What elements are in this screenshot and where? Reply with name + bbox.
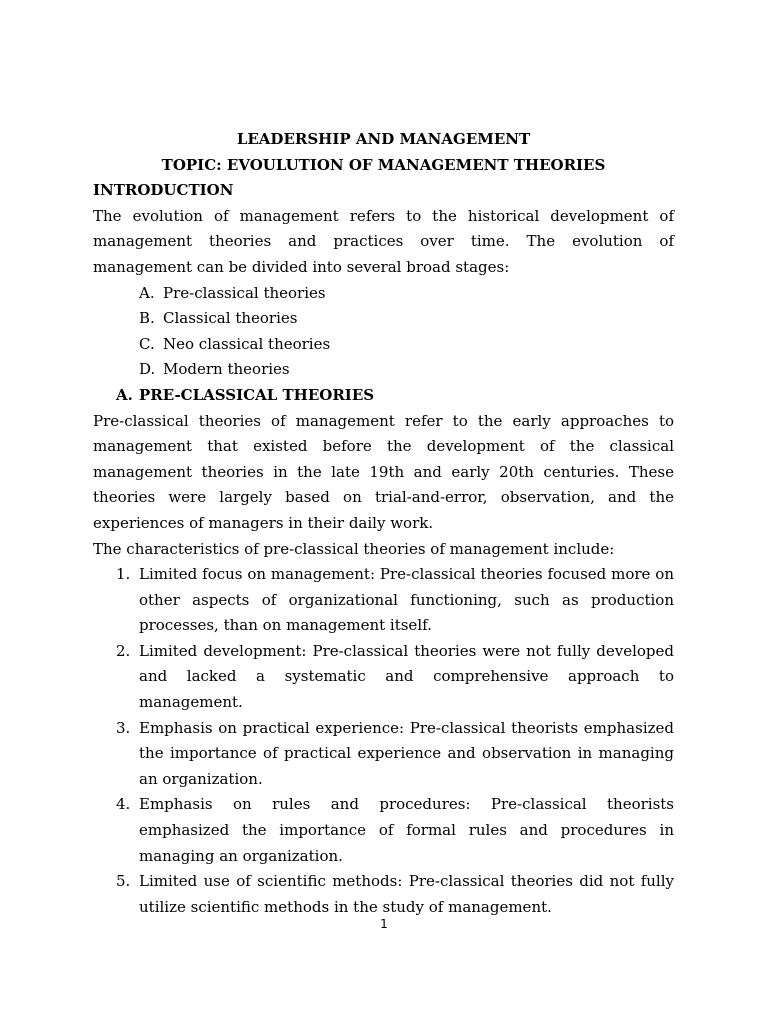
list-item-text: Emphasis on practical experience: Pre-classical theorists emphasized the importance of practical experience and observation in managing an organization. [139,718,674,788]
document-topic: TOPIC: EVOULUTION OF MANAGEMENT THEORIES [161,155,606,174]
characteristics-intro: The characteristics of pre-classical theories of management include: [93,539,615,558]
list-marker: D. [139,360,156,379]
list-item [93,639,674,716]
list-marker: A. [139,283,155,302]
document-title: LEADERSHIP AND MANAGEMENT [236,130,531,148]
stages-list [93,281,674,383]
section-heading [93,383,674,409]
list-item [93,357,674,383]
list-item [93,306,674,332]
list-item-text: Emphasis on rules and procedures: Pre-classical theorists emphasized the importance of formal rules and procedures in managing an organization. [139,795,674,865]
intro-paragraph: The evolution of management refers to the historical development of management theories and practices over time. The evolution of management can be divided into several broad stages: [93,206,674,276]
list-item-text: Neo classical theories [163,334,331,353]
list-item-text: Pre-classical theories [163,283,326,302]
section-marker: A. [116,385,133,404]
list-item [93,716,674,793]
list-item-text: Limited development: Pre-classical theories were not fully developed and lacked a systematic and comprehensive approach to management. [139,641,674,712]
list-marker: B. [139,309,155,328]
list-marker: 5. [116,872,131,891]
list-item [93,869,674,920]
list-marker: 1. [116,565,131,584]
section-heading-text: PRE-CLASSICAL THEORIES [139,385,375,404]
page-number: 1 [380,917,388,931]
list-item [93,332,674,358]
list-item [93,281,674,307]
list-item-text: Classical theories [163,309,298,328]
list-marker: C. [139,334,155,353]
list-item-text: Limited use of scientific methods: Pre-classical theories did not fully utilize scientific methods in the study of management. [139,872,674,916]
characteristics-list [93,562,674,920]
list-marker: 2. [116,641,131,660]
list-item [93,792,674,869]
section-paragraph: Pre-classical theories of management refer to the early approaches to management that existed before the development of the classical management theories in the late 19th and early 20th centuries. These theories were largely based on trial-and-error, observation, and the experiences of managers in their daily work. [93,411,674,532]
list-marker: 3. [116,718,131,737]
list-item [93,562,674,639]
intro-heading: INTRODUCTION [93,181,234,200]
document-page [93,127,674,920]
list-item-text: Modern theories [163,360,290,379]
list-item-text: Limited focus on management: Pre-classical theories focused more on other aspects of organizational functioning, such as production processes, than on management itself. [139,565,674,635]
list-marker: 4. [116,795,131,814]
